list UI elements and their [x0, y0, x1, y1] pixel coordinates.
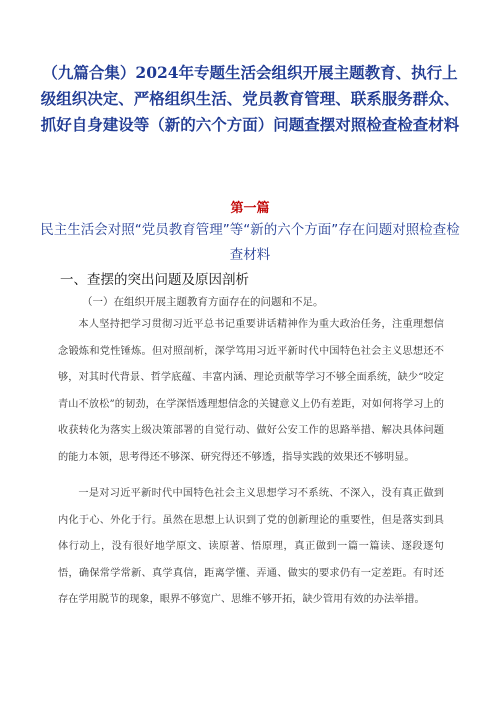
article-title: 民主生活会对照“党员教育管理”等“新的六个方面”存在问题对照检查检查材料 [40, 222, 460, 263]
section-label: 第一篇 [230, 201, 270, 216]
heading-level-2: （一）在组织开展主题教育方面存在的问题和不足。 [82, 296, 324, 308]
body-paragraph: 本人坚持把学习贯彻习近平总书记重要讲话精神作为重大政治任务，注重理想信念锻炼和党性锤炼。但对照剖析，深学笃用习近平新时代中国特色社会主义思想还不够，对其时代背景、哲学底蕴、丰富内涵、理论贡献等学习不够全面系统，缺少“咬定青山不放松”的韧劲，在学深悟透理想信念的关键意义上仍有差距，对如何将学习上的收获转化为落实上级决策部署的自觉行动、做好公安工作的思路举措、解决具体问题的能力本领，思考得还不够深、研究得还不够透，指导实践的效果还不够明显。 [58, 319, 444, 463]
document-title: （九篇合集）2024年专题生活会组织开展主题教育、执行上级组织决定、严格组织生活、党员教育管理、联系服务群众、抓好自身建设等（新的六个方面）问题查摆对照检查检查材料 [40, 63, 460, 134]
body-paragraph: 一是对习近平新时代中国特色社会主义思想学习不系统、不深入，没有真正做到内化于心、外化于行。虽然在思想上认识到了党的创新理论的重要性，但是落实到具体行动上，没有很好地学原文、读原著、悟原理，真正做到一篇一篇读、逐段逐句悟，确保常学常新、真学真信，距离学懂、弄通、做实的要求仍有一定差距。有时还存在学用脱节的现象，眼界不够宽广、思维不够开拓，缺少管用有效的办法举措。 [58, 488, 444, 605]
heading-level-1: 一、查摆的突出问题及原因剖析 [60, 272, 249, 288]
